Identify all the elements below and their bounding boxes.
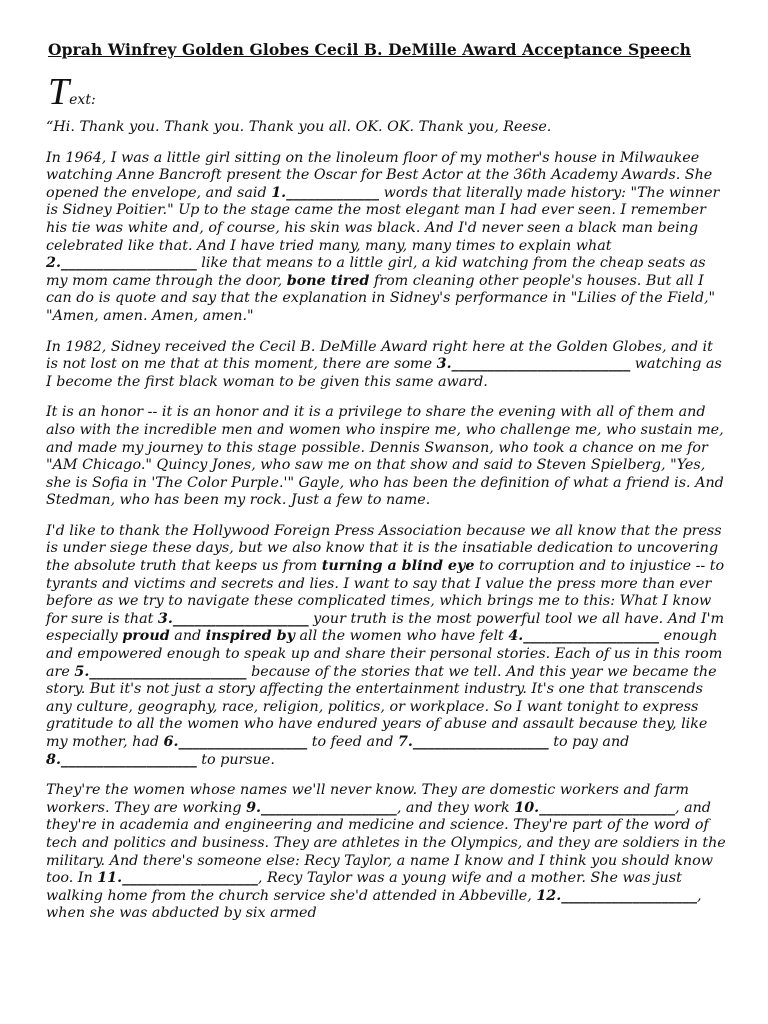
speech-text: , Recy Taylor was a young wife and a mother. She was just walking home from the church service she'd attended in Abbeville, (46, 870, 682, 904)
drop-cap: T (48, 71, 70, 113)
speech-text: In 1982, Sidney received the Cecil B. DeMille Award right here at the Golden Globes, and it is not lost on me that at this moment, there are some (46, 338, 713, 373)
speech-paragraph (46, 339, 728, 392)
fill-in-blank: 1._____________ (271, 184, 380, 201)
speech-text: enough and empowered enough to speak up and share their personal stories. Each of us in this room are (46, 628, 723, 680)
fill-in-blank: 12.___________________ (536, 887, 698, 904)
speech-text: like that means to a little girl, a kid watching from the cheap seats as my mom came through the door, (46, 255, 706, 289)
fill-in-blank: 5.______________________ (74, 663, 247, 680)
emphasized-phrase: proud (122, 628, 170, 645)
fill-in-blank: 11.___________________ (97, 870, 258, 887)
speech-text: to pursue. (196, 751, 275, 768)
speech-text: and (169, 628, 206, 645)
speech-text: watching as I become the first black woman to be given this same award. (46, 356, 722, 390)
fill-in-blank: 3._________________________ (436, 356, 631, 373)
emphasized-phrase: inspired by (205, 628, 295, 645)
speech-text: “Hi. Thank you. Thank you. Thank you all. OK. OK. Thank you, Reese. (46, 119, 552, 135)
fill-in-blank: 8.___________________ (46, 751, 197, 768)
fill-in-blank: 7.___________________ (397, 734, 549, 750)
speech-text: words that literally made history: "The winner is Sidney Poitier." Up to the stage came the most elegant man I had ever seen. I remember his tie was white and, of course, his skin was black. And I'd never seen a black man being celebrated like that. And I have tried many, many, many times to explain what (46, 184, 720, 254)
fill-in-blank: 2.___________________ (46, 255, 197, 272)
speech-text: I'd like to thank the Hollywood Foreign Press Association because we all know that the press is under siege these days, but we also know that it is the insatiable dedication to uncovering the absolute truth that keeps us from (46, 522, 722, 575)
emphasized-phrase: bone tired (286, 272, 370, 289)
fill-in-blank: 6.__________________ (163, 734, 308, 750)
speech-text: It is an honor -- it is an honor and it is a privilege to share the evening with all of them and also with the incredible men and women who inspire me, who challenge me, who sustain me, and made my journey to this stage possible. Dennis Swanson, who took a chance on me for "AM Chicago." Quincy Jones, who saw me on that show and said to Steven Spielberg, "Yes, she is Sofia in 'The Color Purple.'" Gayle, who has been the definition of what a friend is. And Stedman, who has been my rock. Just a few to name. (46, 404, 724, 509)
fill-in-blank: 4.___________________ (508, 628, 660, 645)
speech-text: , and they're in academia and engineering and medicine and science. They're part of the word of tech and politics and business. They are athletes in the Olympics, and they are soldiers in the military. And there's someone else: Recy Taylor, a name I know and I think you should know too. In (46, 799, 726, 887)
speech-paragraph (46, 523, 728, 769)
speech-paragraph (46, 119, 728, 137)
speech-text: to feed and (307, 734, 398, 750)
speech-text: from cleaning other people's houses. But all I can do is quote and say that the explanation in Sidney's performance in "Lilies of the Field," "Amen, amen. Amen, amen." (46, 272, 716, 324)
speech-text: to pay and (548, 734, 630, 750)
fill-in-blank: 9.___________________ (246, 799, 397, 816)
emphasized-phrase: turning a blind eye (321, 558, 475, 575)
speech-text: They're the women whose names we'll never know. They are domestic workers and farm workers. They are working (46, 782, 689, 816)
speech-paragraph (46, 150, 728, 326)
speech-paragraph (46, 404, 728, 510)
speech-text: In 1964, I was a little girl sitting on the linoleum floor of my mother's house in Milwaukee watching Anne Bancroft present the Oscar for Best Actor at the 36th Academy Awards. She opened the envelope, and said (46, 149, 713, 201)
fill-in-blank: 10.___________________ (514, 799, 675, 816)
speech-text: , and they work (396, 799, 515, 816)
speech-text: because of the stories that we tell. And this year we became the story. But it's not just a story affecting the entertainment industry. It's one that transcends any culture, geography, race, religion, politics, or workplace. So I want tonight to express gratitude to all the women who have endured years of abuse and assault because they, like my mother, had (46, 663, 717, 750)
fill-in-blank: 3.___________________ (157, 610, 309, 627)
speech-paragraph (46, 782, 728, 923)
document-title: Oprah Winfrey Golden Globes Cecil B. DeMille Award Acceptance Speech (48, 40, 692, 59)
speech-text: your truth is the most powerful tool we all have. And I'm especially (46, 610, 725, 645)
speech-text: , when she was abducted by six armed (46, 887, 702, 922)
speech-text: to corruption and to injustice -- to tyrants and victims and secrets and lies. I want to say that I value the press more than ever before as we try to navigate these complicated times, which brings me to this: What I know for sure is that (46, 558, 725, 627)
speech-body (46, 119, 728, 923)
text-heading-rest: ext: (69, 92, 96, 108)
text-heading (48, 73, 728, 111)
speech-text: all the women who have felt (294, 628, 509, 645)
